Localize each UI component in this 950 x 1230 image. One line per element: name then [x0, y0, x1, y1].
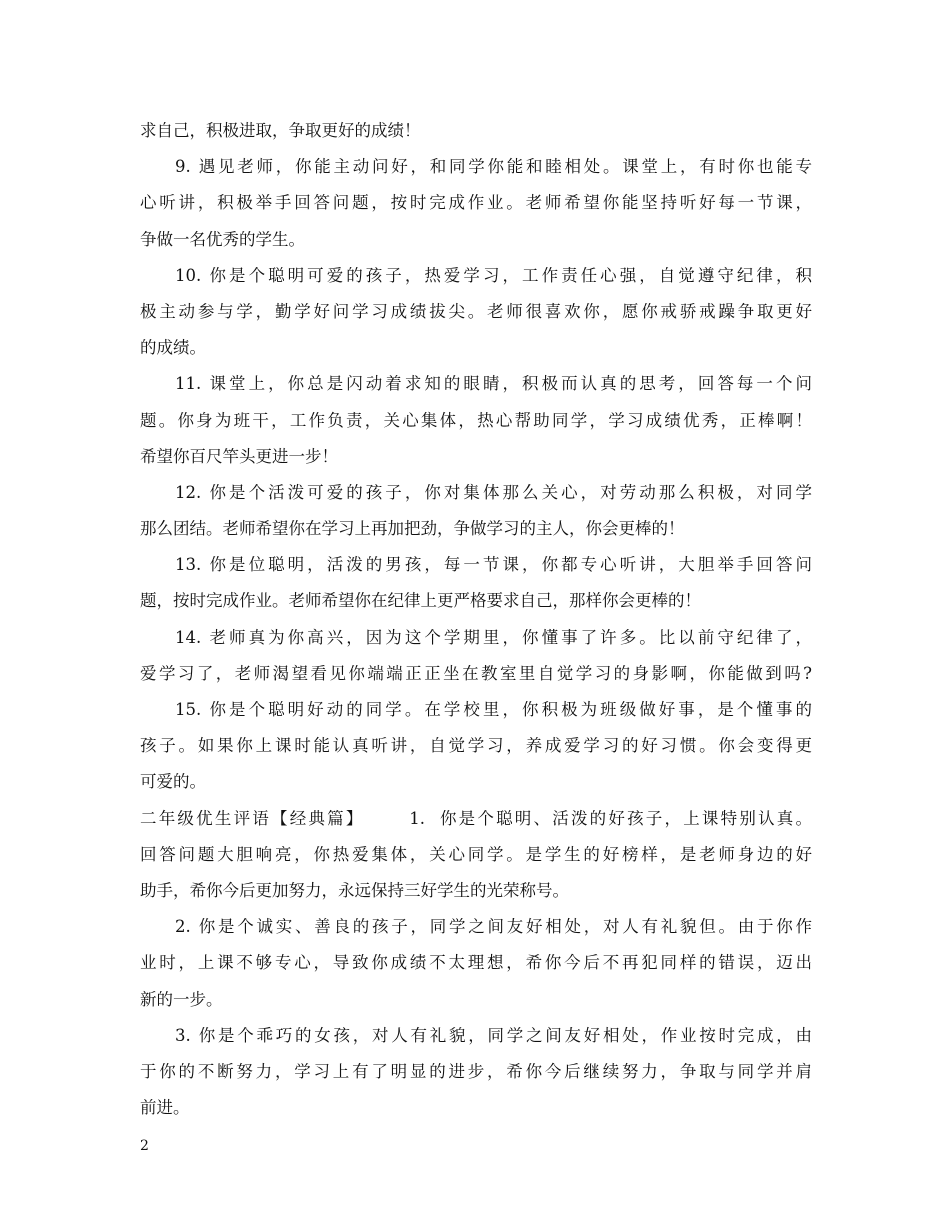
text-line: 极主动参与学，勤学好问学习成绩拔尖。老师很喜欢你，愿你戒骄戒躁争取更好	[140, 301, 812, 321]
text-line: 前进。	[140, 1098, 190, 1118]
text-line: 求自己，积极进取，争取更好的成绩！	[140, 121, 421, 140]
text-line: 的成绩。	[140, 338, 206, 358]
text-line: 题。你身为班干，工作负责，关心集体，热心帮助同学，学习成绩优秀，正棒啊！	[140, 410, 812, 430]
text-line: 希望你百尺竿头更进一步！	[140, 446, 338, 466]
text-line: 助手，希你今后更加努力，永远保持三好学生的光荣称号。	[140, 880, 569, 900]
text-line: 11. 课堂上，你总是闪动着求知的眼睛，积极而认真的思考，回答每一个问	[175, 374, 812, 394]
section-heading-line: 二年级优生评语【经典篇】 1. 你是个聪明、活泼的好孩子，上课特别认真。	[140, 808, 812, 828]
text-line: 9. 遇见老师，你能主动问好，和同学你能和睦相处。课堂上，有时你也能专	[175, 157, 812, 177]
text-line: 15. 你是个聪明好动的同学。在学校里，你积极为班级做好事，是个懂事的	[175, 700, 812, 719]
text-line: 孩子。如果你上课时能认真听讲，自觉学习，养成爱学习的好习惯。你会变得更	[140, 736, 812, 756]
text-line: 心听讲，积极举手回答问题，按时完成作业。老师希望你能坚持听好每一节课，	[140, 193, 812, 213]
text-line: 新的一步。	[140, 989, 223, 1009]
text-line: 题，按时完成作业。老师希望你在纪律上更严格要求自己，那样你会更棒的！	[140, 591, 701, 611]
text-line: 于你的不断努力，学习上有了明显的进步，希你今后继续努力，争取与同学并肩	[140, 1061, 812, 1081]
page-number: 2	[140, 1138, 149, 1154]
text-line: 回答问题大胆响亮，你热爱集体，关心同学。是学生的好榜样，是老师身边的好	[140, 844, 812, 864]
text-line: 12. 你是个活泼可爱的孩子，你对集体那么关心，对劳动那么积极，对同学	[175, 482, 812, 502]
text-line: 13. 你是位聪明，活泼的男孩，每一节课，你都专心听讲，大胆举手回答问	[175, 555, 812, 575]
text-line: 3. 你是个乖巧的女孩，对人有礼貌，同学之间友好相处，作业按时完成，由	[175, 1025, 812, 1045]
text-line: 10. 你是个聪明可爱的孩子，热爱学习，工作责任心强，自觉遵守纪律，积	[175, 265, 812, 285]
text-line: 14. 老师真为你高兴，因为这个学期里，你懂事了许多。比以前守纪律了，	[175, 627, 812, 647]
text-line: 争做一名优秀的学生。	[140, 229, 305, 249]
text-line: 爱学习了，老师渴望看见你端端正正坐在教室里自觉学习的身影啊，你能做到吗?	[140, 663, 812, 683]
document-body	[140, 115, 812, 1128]
text-line: 那么团结。老师希望你在学习上再加把劲，争做学习的主人，你会更棒的！	[140, 519, 685, 539]
text-line: 2. 你是个诚实、善良的孩子，同学之间友好相处，对人有礼貌但。由于你作	[175, 917, 812, 937]
text-line: 可爱的。	[140, 772, 206, 792]
text-line: 业时，上课不够专心，导致你成绩不太理想，希你今后不再犯同样的错误，迈出	[140, 953, 812, 973]
